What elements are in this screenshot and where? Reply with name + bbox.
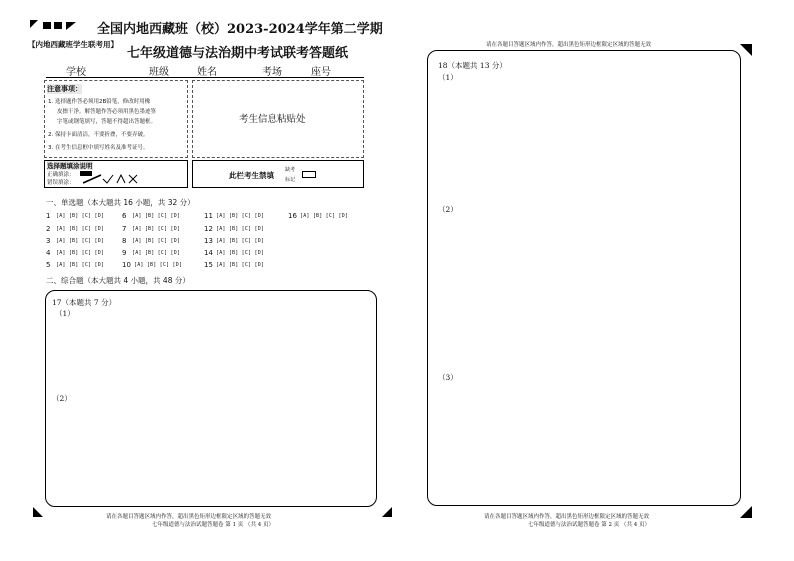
exam-title: 全国内地西藏班（校）2023-2024学年第二学期	[97, 22, 383, 37]
choice-options[interactable]: [A] [B] [C] [D]	[132, 250, 181, 256]
choice-number: 2	[46, 225, 51, 233]
sticker-label: 考生信息粘贴处	[239, 114, 306, 125]
note-line-2: 皮擦干净。解答题作答必须用黑色墨迹签	[57, 109, 157, 115]
choice-options[interactable]: [A] [B] [C] [D]	[216, 250, 265, 256]
section-choice-title: 一、单选题（本大题共 16 小题，共 32 分）	[46, 198, 195, 207]
choice-options[interactable]: [A] [B] [C] [D]	[56, 213, 105, 219]
choice-number: 7	[122, 225, 127, 233]
exam-tag: 【内地西藏班学生联考用】	[28, 40, 118, 49]
choice-options[interactable]: [A] [B] [C] [D]	[56, 262, 105, 268]
choice-options[interactable]: [A] [B] [C] [D]	[216, 238, 265, 244]
fill-guide-heading: 选择题填涂说明	[47, 162, 93, 170]
choice-options[interactable]: [A] [B] [C] [D]	[216, 226, 265, 232]
choice-options[interactable]: [A] [B] [C] [D]	[300, 213, 349, 219]
corner-mark-bottom-right	[740, 506, 752, 518]
choice-number: 12	[204, 225, 213, 233]
choice-number: 13	[204, 237, 213, 245]
choice-number: 14	[204, 249, 213, 257]
fill-wrong-label: 错误填涂：	[47, 180, 75, 186]
field-name: 姓名	[197, 67, 217, 78]
note-line-4: 2. 保持卡面清洁，不要折叠，不要弄破。	[48, 132, 149, 138]
choice-number: 5	[46, 261, 51, 269]
note-line-5: 3. 在考生信息框中填写姓名及准考证号。	[48, 145, 149, 151]
q17-part-1: （1）	[55, 309, 75, 318]
choice-number: 8	[122, 237, 127, 245]
q17-answer-area[interactable]	[45, 290, 377, 507]
section-comprehensive-title: 二、综合题（本大题共 4 小题，共 48 分）	[46, 276, 190, 285]
choice-options[interactable]: [A] [B] [C] [D]	[134, 262, 183, 268]
choice-number: 1	[46, 212, 51, 220]
right-top-notice: 请在各题目答题区域内作答，超出黑色矩形边框限定区域的答题无效	[486, 42, 652, 48]
absent-checkbox[interactable]	[302, 171, 316, 178]
registration-marks-top-left	[30, 20, 80, 32]
q17-title: 17（本题共 7 分）	[52, 298, 117, 307]
choice-number: 4	[46, 249, 51, 257]
fields-underline	[46, 77, 364, 78]
corner-mark-bottom-left	[33, 507, 43, 517]
q18-title: 18（本题共 13 分）	[438, 61, 507, 70]
choice-number: 3	[46, 237, 51, 245]
choice-number: 9	[122, 249, 127, 257]
choice-options[interactable]: [A] [B] [C] [D]	[56, 238, 105, 244]
q18-answer-area[interactable]	[427, 50, 741, 506]
choice-options[interactable]: [A] [B] [C] [D]	[216, 213, 265, 219]
right-notice: 请在各题目答题区域内作答，超出黑色矩形边框限定区域的答题无效	[484, 514, 650, 520]
choice-options[interactable]: [A] [B] [C] [D]	[216, 262, 265, 268]
field-room: 考场	[262, 67, 282, 78]
field-school: 学校	[66, 67, 86, 78]
q17-part-2: （2）	[52, 394, 72, 403]
q18-part-2: （2）	[438, 205, 458, 214]
notes-heading: 注意事项：	[47, 85, 82, 93]
right-footer: 七年级道德与法治试题答题卷 第 2 页 （共 4 页）	[528, 522, 650, 528]
answer-sheet-title: 七年级道德与法治期中考试联考答题纸	[127, 46, 349, 61]
fill-correct-label: 正确填涂：	[47, 172, 75, 178]
wrong-fill-samples	[83, 173, 143, 185]
field-class: 班级	[149, 67, 169, 78]
prohibited-label: 此栏考生禁填	[229, 171, 274, 180]
choice-number: 11	[204, 212, 213, 220]
field-seat: 座号	[311, 67, 331, 78]
choice-number: 15	[204, 261, 213, 269]
choice-number: 10	[122, 261, 131, 269]
prohibited-box	[192, 160, 364, 188]
mark-label: 标记	[285, 177, 296, 183]
choice-number: 6	[122, 212, 127, 220]
left-footer: 七年级道德与法治试题答题卷 第 1 页 （共 4 页）	[152, 522, 274, 528]
choice-options[interactable]: [A] [B] [C] [D]	[56, 250, 105, 256]
left-notice: 请在各题目答题区域内作答，超出黑色矩形边框限定区域的答题无效	[106, 514, 272, 520]
choice-options[interactable]: [A] [B] [C] [D]	[56, 226, 105, 232]
note-line-1: 1. 选择题作答必须用2B铅笔，修改时用橡	[48, 99, 151, 105]
q18-part-3: （3）	[438, 373, 458, 382]
corner-mark-top-right	[740, 44, 752, 56]
choice-options[interactable]: [A] [B] [C] [D]	[132, 238, 181, 244]
choice-options[interactable]: [A] [B] [C] [D]	[132, 226, 181, 232]
absent-label: 缺考	[285, 167, 296, 173]
corner-mark-bottom-mid	[382, 507, 392, 517]
choice-number: 16	[288, 212, 297, 220]
choice-options[interactable]: [A] [B] [C] [D]	[132, 213, 181, 219]
note-line-3: 字笔或钢笔填写，答题不得超出答题框。	[57, 119, 157, 125]
q18-part-1: （1）	[438, 73, 458, 82]
